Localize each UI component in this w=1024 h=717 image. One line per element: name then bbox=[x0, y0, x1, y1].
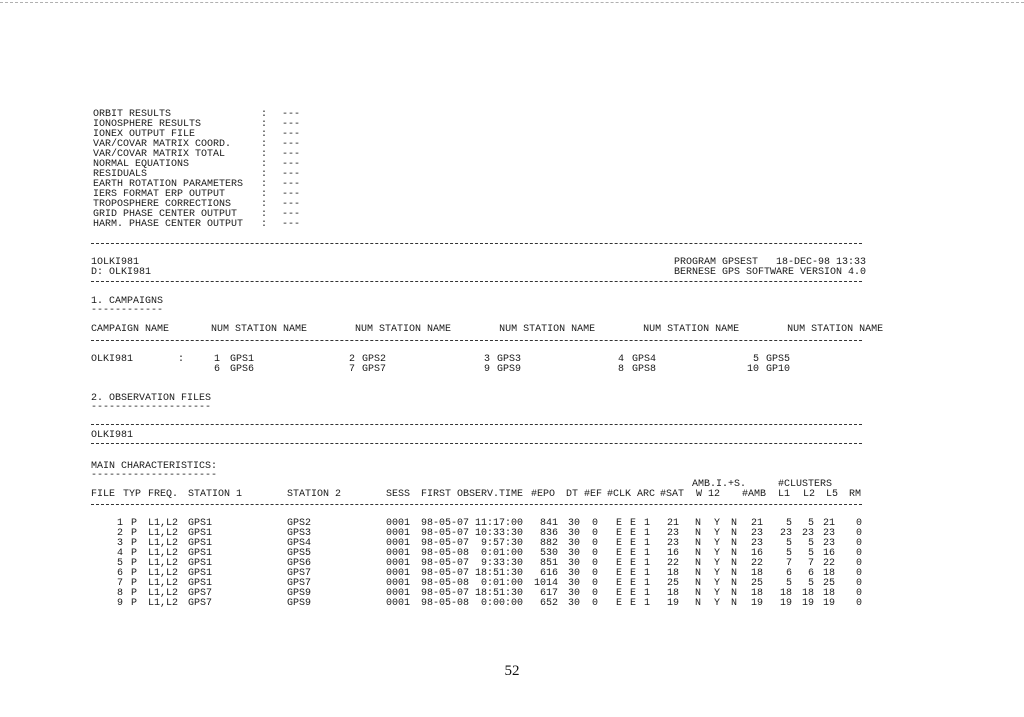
table-cell: 530 bbox=[539, 548, 558, 559]
output-value: --- bbox=[282, 219, 301, 230]
table-cell: 19 bbox=[666, 598, 679, 609]
output-value: --- bbox=[282, 139, 301, 150]
divider bbox=[91, 424, 862, 425]
table-cell: 0 bbox=[592, 538, 599, 549]
table-cell: 0001 bbox=[386, 528, 411, 539]
table-cell: 18 bbox=[750, 588, 763, 599]
output-label: NORMAL EQUATIONS bbox=[93, 159, 190, 170]
column-header: TYP bbox=[123, 489, 142, 500]
table-cell: 16 bbox=[750, 548, 763, 559]
table-cell: P bbox=[131, 518, 138, 529]
output-separator: : bbox=[261, 139, 268, 150]
table-cell: 23 bbox=[750, 538, 763, 549]
table-cell: 0 bbox=[592, 548, 599, 559]
divider bbox=[91, 443, 862, 444]
table-cell: 0001 bbox=[386, 548, 411, 559]
table-cell: P bbox=[131, 598, 138, 609]
table-cell: 30 bbox=[567, 528, 580, 539]
top-edge-rule bbox=[0, 2, 1024, 3]
output-label: VAR/COVAR MATRIX TOTAL bbox=[93, 149, 226, 160]
table-cell: 6 bbox=[785, 568, 792, 579]
station-name: GPS9 bbox=[497, 364, 522, 375]
table-cell: Y bbox=[714, 578, 721, 589]
output-separator: : bbox=[261, 169, 268, 180]
station-num: 1 bbox=[213, 354, 220, 365]
table-cell: 1 bbox=[644, 578, 651, 589]
table-cell: E bbox=[630, 538, 637, 549]
table-cell: 18 bbox=[822, 588, 835, 599]
table-cell: 18 bbox=[750, 568, 763, 579]
table-cell: 1 bbox=[644, 538, 651, 549]
output-separator: : bbox=[261, 209, 268, 220]
table-cell: 19 bbox=[750, 598, 763, 609]
table-cell: GPS7 bbox=[188, 588, 213, 599]
table-cell: 22 bbox=[822, 558, 835, 569]
column-header: ARC bbox=[637, 489, 656, 500]
divider bbox=[91, 243, 862, 244]
table-cell: P bbox=[131, 588, 138, 599]
output-value: --- bbox=[282, 179, 301, 190]
station-num: 5 bbox=[752, 354, 759, 365]
table-cell: GPS1 bbox=[188, 518, 213, 529]
column-header: FILE bbox=[91, 489, 116, 500]
station-name: GP10 bbox=[766, 364, 791, 375]
station-num: 10 bbox=[746, 364, 759, 375]
column-header: FIRST OBSERV.TIME bbox=[421, 489, 524, 500]
table-cell: 1 bbox=[644, 548, 651, 559]
output-value: --- bbox=[282, 189, 301, 200]
table-cell: 7 bbox=[116, 578, 123, 589]
station-name: GPS6 bbox=[230, 364, 255, 375]
table-cell: 16 bbox=[822, 548, 835, 559]
table-cell: GPS6 bbox=[287, 558, 312, 569]
table-cell: 98-05-07 10:33:30 bbox=[421, 528, 524, 539]
table-cell: Y bbox=[714, 518, 721, 529]
table-cell: E bbox=[630, 548, 637, 559]
column-header: #EPO bbox=[531, 489, 556, 500]
table-cell: E bbox=[616, 518, 623, 529]
station-name: GPS3 bbox=[497, 354, 522, 365]
table-cell: 30 bbox=[567, 538, 580, 549]
output-separator: : bbox=[261, 149, 268, 160]
output-separator: : bbox=[261, 119, 268, 130]
table-cell: 5 bbox=[785, 548, 792, 559]
table-cell: 0 bbox=[592, 558, 599, 569]
table-cell: 18 bbox=[666, 568, 679, 579]
table-cell: Y bbox=[714, 528, 721, 539]
table-cell: N bbox=[731, 558, 738, 569]
table-cell: N bbox=[695, 588, 702, 599]
table-cell: 2 bbox=[116, 528, 123, 539]
table-cell: 21 bbox=[666, 518, 679, 529]
table-cell: N bbox=[731, 588, 738, 599]
output-value: --- bbox=[282, 129, 301, 140]
section-title-underline: ------------ bbox=[91, 305, 164, 316]
header-id: 1OLKI981 bbox=[91, 257, 140, 268]
table-cell: 8 bbox=[116, 588, 123, 599]
station-num: 2 bbox=[348, 354, 355, 365]
table-cell: N bbox=[695, 518, 702, 529]
table-cell: 616 bbox=[539, 568, 558, 579]
table-cell: GPS9 bbox=[287, 588, 312, 599]
table-cell: E bbox=[630, 518, 637, 529]
table-cell: 7 bbox=[807, 558, 814, 569]
output-label: IERS FORMAT ERP OUTPUT bbox=[93, 189, 226, 200]
table-cell: E bbox=[630, 528, 637, 539]
table-cell: 30 bbox=[567, 568, 580, 579]
table-cell: 18 bbox=[822, 568, 835, 579]
table-cell: N bbox=[731, 528, 738, 539]
table-cell: GPS7 bbox=[287, 578, 312, 589]
table-cell: 1 bbox=[644, 528, 651, 539]
table-cell: E bbox=[630, 558, 637, 569]
output-label: HARM. PHASE CENTER OUTPUT bbox=[93, 219, 244, 230]
table-cell: 98-05-08 0:01:00 bbox=[421, 578, 524, 589]
table-cell: N bbox=[731, 578, 738, 589]
table-cell: 0 bbox=[855, 528, 862, 539]
table-cell: N bbox=[695, 548, 702, 559]
column-header: W bbox=[696, 489, 703, 500]
clusters-group-header: #CLUSTERS bbox=[778, 479, 833, 490]
table-cell: 0001 bbox=[386, 518, 411, 529]
table-cell: 9 bbox=[116, 598, 123, 609]
table-cell: L1,L2 bbox=[148, 578, 179, 589]
table-cell: P bbox=[131, 528, 138, 539]
table-cell: E bbox=[630, 598, 637, 609]
table-cell: 98-05-07 18:51:30 bbox=[421, 568, 524, 579]
station-num: 6 bbox=[213, 364, 220, 375]
output-label: GRID PHASE CENTER OUTPUT bbox=[93, 209, 238, 220]
table-cell: 23 bbox=[822, 538, 835, 549]
table-cell: GPS3 bbox=[287, 528, 312, 539]
header-d-line: D: OLKI981 bbox=[91, 267, 152, 278]
output-value: --- bbox=[282, 209, 301, 220]
column-header: STATION 2 bbox=[287, 489, 342, 500]
table-cell: 22 bbox=[666, 558, 679, 569]
table-cell: 6 bbox=[807, 568, 814, 579]
table-cell: 98-05-07 18:51:30 bbox=[421, 588, 524, 599]
table-cell: GPS1 bbox=[188, 538, 213, 549]
table-cell: 1 bbox=[644, 518, 651, 529]
table-cell: 30 bbox=[567, 598, 580, 609]
table-cell: 22 bbox=[750, 558, 763, 569]
table-cell: 0 bbox=[592, 568, 599, 579]
table-cell: 5 bbox=[785, 518, 792, 529]
table-cell: 1 bbox=[644, 598, 651, 609]
table-cell: 21 bbox=[822, 518, 835, 529]
output-separator: : bbox=[261, 189, 268, 200]
amb-group-header: AMB.I.+S. bbox=[692, 479, 747, 490]
table-cell: E bbox=[630, 588, 637, 599]
table-cell: 5 bbox=[807, 518, 814, 529]
table-cell: 0001 bbox=[386, 588, 411, 599]
output-label: VAR/COVAR MATRIX COORD. bbox=[93, 139, 232, 150]
table-cell: 19 bbox=[779, 598, 792, 609]
table-cell: 98-05-07 9:33:30 bbox=[421, 558, 524, 569]
table-cell: L1,L2 bbox=[148, 588, 179, 599]
station-name: GPS7 bbox=[362, 364, 387, 375]
table-cell: 5 bbox=[807, 548, 814, 559]
table-cell: P bbox=[131, 548, 138, 559]
table-cell: N bbox=[731, 548, 738, 559]
table-cell: 18 bbox=[779, 588, 792, 599]
table-cell: N bbox=[695, 558, 702, 569]
table-cell: N bbox=[695, 568, 702, 579]
table-cell: 1 bbox=[644, 568, 651, 579]
output-separator: : bbox=[261, 199, 268, 210]
table-cell: L1,L2 bbox=[148, 558, 179, 569]
output-separator: : bbox=[261, 159, 268, 170]
table-cell: 0001 bbox=[386, 538, 411, 549]
table-cell: Y bbox=[714, 538, 721, 549]
table-cell: GPS5 bbox=[287, 548, 312, 559]
table-cell: 882 bbox=[539, 538, 558, 549]
output-label: IONEX OUTPUT FILE bbox=[93, 129, 196, 140]
table-cell: GPS9 bbox=[287, 598, 312, 609]
table-cell: 21 bbox=[750, 518, 763, 529]
output-label: EARTH ROTATION PARAMETERS bbox=[93, 179, 244, 190]
table-cell: E bbox=[630, 568, 637, 579]
campaign-columns-header: CAMPAIGN NAME NUM STATION NAME NUM STATION NAME NUM STATION NAME NUM STATION NAME NUM STATION NAME bbox=[91, 324, 884, 335]
table-cell: GPS1 bbox=[188, 528, 213, 539]
campaign-colon: : bbox=[178, 354, 185, 365]
table-cell: 0 bbox=[855, 558, 862, 569]
table-cell: 98-05-07 11:17:00 bbox=[421, 518, 524, 529]
table-cell: 23 bbox=[801, 528, 814, 539]
output-separator: : bbox=[261, 219, 268, 230]
output-label: TROPOSPHERE CORRECTIONS bbox=[93, 199, 232, 210]
table-cell: 18 bbox=[666, 588, 679, 599]
table-cell: 0 bbox=[592, 528, 599, 539]
table-cell: E bbox=[616, 548, 623, 559]
table-cell: 23 bbox=[822, 528, 835, 539]
table-cell: N bbox=[731, 518, 738, 529]
table-cell: GPS4 bbox=[287, 538, 312, 549]
table-cell: L1,L2 bbox=[148, 538, 179, 549]
table-cell: L1,L2 bbox=[148, 548, 179, 559]
output-value: --- bbox=[282, 109, 301, 120]
table-cell: 98-05-07 9:57:30 bbox=[421, 538, 524, 549]
column-header: RM bbox=[849, 489, 862, 500]
table-cell: 0 bbox=[855, 518, 862, 529]
table-cell: 1 bbox=[644, 588, 651, 599]
column-header: L2 bbox=[803, 489, 816, 500]
observation-campaign: OLKI981 bbox=[91, 430, 134, 441]
table-cell: E bbox=[630, 578, 637, 589]
station-num: 7 bbox=[348, 364, 355, 375]
table-cell: 0 bbox=[855, 538, 862, 549]
table-cell: E bbox=[616, 528, 623, 539]
table-cell: 6 bbox=[116, 568, 123, 579]
header-program: PROGRAM GPSEST 18-DEC-98 13:33 bbox=[674, 257, 867, 268]
table-cell: Y bbox=[714, 548, 721, 559]
column-header: STATION 1 bbox=[188, 489, 243, 500]
table-cell: 7 bbox=[785, 558, 792, 569]
table-cell: 5 bbox=[785, 578, 792, 589]
column-header: #CLK bbox=[607, 489, 632, 500]
column-header: #AMB bbox=[742, 489, 767, 500]
table-cell: Y bbox=[714, 598, 721, 609]
divider bbox=[91, 340, 862, 341]
table-cell: E bbox=[616, 588, 623, 599]
table-cell: L1,L2 bbox=[148, 568, 179, 579]
station-num: 4 bbox=[617, 354, 624, 365]
table-cell: 98-05-08 0:00:00 bbox=[421, 598, 524, 609]
table-cell: L1,L2 bbox=[148, 518, 179, 529]
table-cell: E bbox=[616, 558, 623, 569]
station-num: 3 bbox=[483, 354, 490, 365]
campaign-name: OLKI981 bbox=[91, 354, 134, 365]
output-separator: : bbox=[261, 179, 268, 190]
table-cell: 98-05-08 0:01:00 bbox=[421, 548, 524, 559]
column-header: #EF bbox=[584, 489, 603, 500]
table-cell: 0 bbox=[592, 588, 599, 599]
column-header: 12 bbox=[708, 489, 721, 500]
table-cell: N bbox=[695, 598, 702, 609]
table-cell: 1 bbox=[644, 558, 651, 569]
table-cell: P bbox=[131, 538, 138, 549]
divider bbox=[91, 504, 862, 505]
table-cell: Y bbox=[714, 568, 721, 579]
output-value: --- bbox=[282, 119, 301, 130]
table-cell: 0 bbox=[855, 578, 862, 589]
station-num: 9 bbox=[483, 364, 490, 375]
station-name: GPS4 bbox=[632, 354, 657, 365]
table-cell: Y bbox=[714, 558, 721, 569]
column-header: #SAT bbox=[660, 489, 685, 500]
table-cell: E bbox=[616, 568, 623, 579]
table-cell: 16 bbox=[666, 548, 679, 559]
table-cell: N bbox=[731, 538, 738, 549]
output-label: ORBIT RESULTS bbox=[93, 109, 172, 120]
table-cell: 18 bbox=[801, 588, 814, 599]
table-cell: GPS1 bbox=[188, 568, 213, 579]
station-num: 8 bbox=[617, 364, 624, 375]
station-name: GPS5 bbox=[766, 354, 791, 365]
column-header: L5 bbox=[826, 489, 839, 500]
table-cell: 841 bbox=[539, 518, 558, 529]
section-title: 2. OBSERVATION FILES bbox=[91, 393, 212, 404]
table-cell: N bbox=[695, 578, 702, 589]
section-title-underline: -------------------- bbox=[91, 402, 212, 413]
table-cell: 0 bbox=[592, 518, 599, 529]
column-header: L1 bbox=[778, 489, 791, 500]
page-number: 52 bbox=[504, 663, 520, 679]
table-cell: GPS7 bbox=[188, 598, 213, 609]
column-header: FREQ. bbox=[148, 489, 179, 500]
table-cell: 30 bbox=[567, 578, 580, 589]
section-title: MAIN CHARACTERISTICS: bbox=[91, 461, 218, 472]
section-title-underline: --------------------- bbox=[91, 470, 218, 481]
output-label: IONOSPHERE RESULTS bbox=[93, 119, 202, 130]
table-cell: 617 bbox=[539, 588, 558, 599]
station-name: GPS2 bbox=[362, 354, 387, 365]
table-cell: 1 bbox=[116, 518, 123, 529]
table-cell: GPS2 bbox=[287, 518, 312, 529]
table-cell: 0 bbox=[855, 568, 862, 579]
output-value: --- bbox=[282, 159, 301, 170]
section-title: 1. CAMPAIGNS bbox=[91, 296, 164, 307]
table-cell: 0001 bbox=[386, 578, 411, 589]
output-separator: : bbox=[261, 129, 268, 140]
table-cell: 836 bbox=[539, 528, 558, 539]
table-cell: E bbox=[616, 578, 623, 589]
table-cell: 4 bbox=[116, 548, 123, 559]
output-value: --- bbox=[282, 169, 301, 180]
table-cell: 19 bbox=[801, 598, 814, 609]
table-cell: 30 bbox=[567, 558, 580, 569]
table-cell: 0001 bbox=[386, 558, 411, 569]
station-name: GPS8 bbox=[632, 364, 657, 375]
table-cell: GPS1 bbox=[188, 548, 213, 559]
column-header: DT bbox=[566, 489, 579, 500]
output-label: RESIDUALS bbox=[93, 169, 148, 180]
table-cell: 25 bbox=[822, 578, 835, 589]
table-cell: 652 bbox=[539, 598, 558, 609]
table-cell: 19 bbox=[822, 598, 835, 609]
table-cell: L1,L2 bbox=[148, 528, 179, 539]
table-cell: N bbox=[695, 538, 702, 549]
table-cell: GPS1 bbox=[188, 578, 213, 589]
table-cell: 0 bbox=[592, 578, 599, 589]
table-cell: 0 bbox=[592, 598, 599, 609]
table-cell: P bbox=[131, 558, 138, 569]
table-cell: 0001 bbox=[386, 598, 411, 609]
table-cell: 25 bbox=[750, 578, 763, 589]
table-cell: N bbox=[731, 568, 738, 579]
output-value: --- bbox=[282, 149, 301, 160]
table-cell: 30 bbox=[567, 588, 580, 599]
table-cell: 0 bbox=[855, 548, 862, 559]
table-cell: 0 bbox=[855, 598, 862, 609]
column-header: SESS bbox=[386, 489, 411, 500]
table-cell: P bbox=[131, 578, 138, 589]
table-cell: 1014 bbox=[533, 578, 558, 589]
table-cell: 23 bbox=[666, 538, 679, 549]
table-cell: 0 bbox=[855, 588, 862, 599]
table-cell: E bbox=[616, 598, 623, 609]
table-cell: 30 bbox=[567, 518, 580, 529]
table-cell: N bbox=[731, 598, 738, 609]
table-cell: 851 bbox=[539, 558, 558, 569]
table-cell: Y bbox=[714, 588, 721, 599]
table-cell: 23 bbox=[750, 528, 763, 539]
table-cell: L1,L2 bbox=[148, 598, 179, 609]
table-cell: P bbox=[131, 568, 138, 579]
table-cell: GPS7 bbox=[287, 568, 312, 579]
table-cell: GPS1 bbox=[188, 558, 213, 569]
table-cell: 5 bbox=[807, 538, 814, 549]
table-cell: E bbox=[616, 538, 623, 549]
header-version: BERNESE GPS SOFTWARE VERSION 4.0 bbox=[674, 267, 867, 278]
divider bbox=[91, 281, 862, 282]
table-cell: 3 bbox=[116, 538, 123, 549]
table-cell: 25 bbox=[666, 578, 679, 589]
station-name: GPS1 bbox=[230, 354, 255, 365]
output-value: --- bbox=[282, 199, 301, 210]
table-cell: N bbox=[695, 528, 702, 539]
table-cell: 0001 bbox=[386, 568, 411, 579]
table-cell: 5 bbox=[807, 578, 814, 589]
table-cell: 23 bbox=[779, 528, 792, 539]
table-cell: 5 bbox=[116, 558, 123, 569]
table-cell: 30 bbox=[567, 548, 580, 559]
table-cell: 23 bbox=[666, 528, 679, 539]
table-cell: 5 bbox=[785, 538, 792, 549]
output-separator: : bbox=[261, 109, 268, 120]
